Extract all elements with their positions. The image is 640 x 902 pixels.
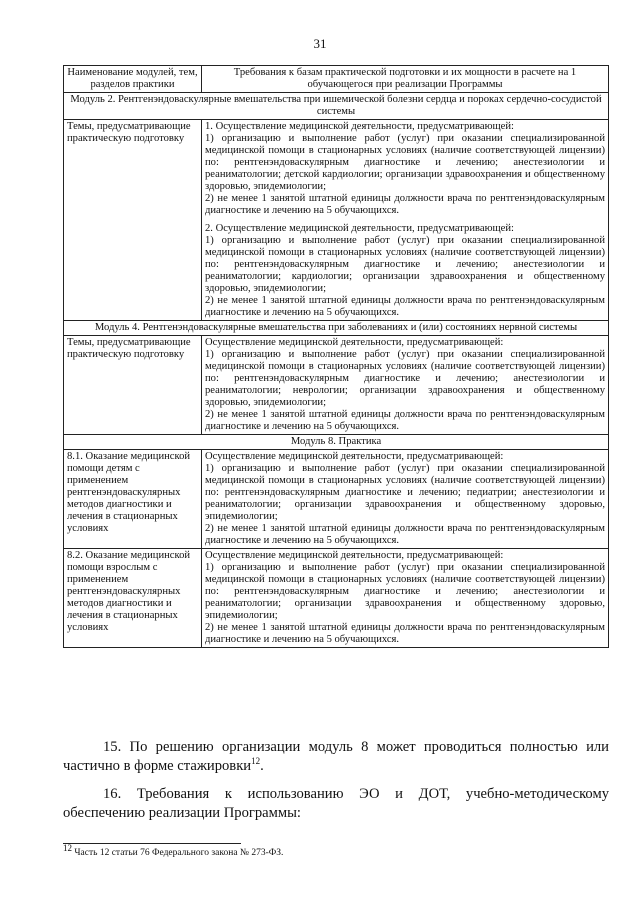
module-title-row <box>64 321 609 336</box>
table-row <box>64 120 609 321</box>
requirement-text: Осуществление медицинской деятельности, предусматривающей: <box>205 550 504 561</box>
requirement-text: 2. Осуществление медицинской деятельности, предусматривающей: <box>205 223 514 234</box>
footnote-divider <box>63 843 241 844</box>
requirement-text: 1) организацию и выполнение работ (услуг) при оказании специализированной медицинской помощи в стационарных условиях (наличие соответствующей лицензии) по: рентгенэндоваскулярным диагностике и лечению; анестезиологии и реаниматологии; кардиологии; организации здравоохранения и общественному здоровью, эпидемиологии; <box>205 235 605 294</box>
table-row <box>64 336 609 435</box>
header-col-modules: Наименование модулей, тем, разделов практики <box>64 66 202 93</box>
requirement-text: 2) не менее 1 занятой штатной единицы должности врача по рентгенэндоваскулярным диагностике и лечению на 5 обучающихся. <box>205 295 605 318</box>
requirements-cell <box>202 450 609 549</box>
module-title: Модуль 4. Рентгенэндоваскулярные вмешательства при заболеваниях и (или) состояниях нервной системы <box>64 321 609 336</box>
module-title-row <box>64 435 609 450</box>
requirement-text: 2) не менее 1 занятой штатной единицы должности врача по рентгенэндоваскулярным диагностике и лечению на 5 обучающихся. <box>205 622 605 645</box>
requirement-text: 1) организацию и выполнение работ (услуг) при оказании специализированной медицинской помощи в стационарных условиях (наличие соответствующей лицензии) по: рентгенэндоваскулярным диагностике и лечению; анестезиологии и реаниматологии; неврологии; организации здравоохранения и общественному здоровью, эпидемиологии; <box>205 349 605 408</box>
table-row <box>64 549 609 648</box>
module-title-row <box>64 93 609 120</box>
requirement-text: 2) не менее 1 занятой штатной единицы должности врача по рентгенэндоваскулярным диагностике и лечению на 5 обучающихся. <box>205 409 605 432</box>
requirement-text: Осуществление медицинской деятельности, предусматривающей: <box>205 451 504 462</box>
requirement-text: 2) не менее 1 занятой штатной единицы должности врача по рентгенэндоваскулярным диагностике и лечению на 5 обучающихся. <box>205 523 605 546</box>
paragraph-15-text: 15. По решению организации модуль 8 может проводиться полностью или частично в форме стажировки <box>63 739 609 774</box>
footnote-mark: 12 <box>63 843 72 853</box>
table-header-row <box>64 66 609 93</box>
paragraph-15-end: . <box>260 758 264 774</box>
requirement-text: 1) организацию и выполнение работ (услуг) при оказании специализированной медицинской помощи в стационарных условиях (наличие соответствующей лицензии) по: рентгенэндоваскулярным диагностике и лечению; педиатрии; анестезиологии и реаниматологии; организации здравоохранения и общественному здоровью, эпидемиологии; <box>205 463 605 522</box>
paragraph-16 <box>63 785 609 823</box>
module-title: Модуль 8. Практика <box>64 435 609 450</box>
page-number: 31 <box>313 36 327 51</box>
requirement-text: 1) организацию и выполнение работ (услуг) при оказании специализированной медицинской помощи в стационарных условиях (наличие соответствующей лицензии) по: рентгенэндоваскулярным диагностике и лечению; анестезиологии и реаниматологии; организации здравоохранения и общественному здоровью, эпидемиологии; <box>205 562 605 621</box>
paragraph-16-text: 16. Требования к использованию ЭО и ДОТ, учебно-методическому обеспечению реализации Программы: <box>63 786 609 821</box>
footnote-ref: 12 <box>251 756 261 767</box>
requirement-text: 2) не менее 1 занятой штатной единицы должности врача по рентгенэндоваскулярным диагностике и лечению на 5 обучающихся. <box>205 193 605 216</box>
topic-cell: 8.2. Оказание медицинской помощи взрослым с применением рентгенэндоваскулярных методов диагностики и лечения в стационарных условиях <box>64 549 202 648</box>
topic-cell: 8.1. Оказание медицинской помощи детям с применением рентгенэндоваскулярных методов диагностики и лечения в стационарных условиях <box>64 450 202 549</box>
module-title: Модуль 2. Рентгенэндоваскулярные вмешательства при ишемической болезни сердца и пороках сердечно-сосудистой системы <box>64 93 609 120</box>
table-row <box>64 450 609 549</box>
footnote <box>63 843 284 859</box>
topic-cell: Темы, предусматривающие практическую подготовку <box>64 336 202 435</box>
requirements-cell <box>202 549 609 648</box>
requirement-text: Осуществление медицинской деятельности, предусматривающей: <box>205 337 504 348</box>
paragraph-15 <box>63 738 609 776</box>
footnote-text: Часть 12 статьи 76 Федерального закона № 273-ФЗ. <box>74 848 284 859</box>
requirement-text: 1) организацию и выполнение работ (услуг) при оказании специализированной медицинской помощи в стационарных условиях (наличие соответствующей лицензии) по: рентгенэндоваскулярным диагностике и лечению; анестезиологии и реаниматологии; детской кардиологии; организации здравоохранения и общественному здоровью, эпидемиологии; <box>205 133 605 192</box>
requirements-cell <box>202 336 609 435</box>
requirements-table <box>63 65 609 648</box>
requirement-text: 1. Осуществление медицинской деятельности, предусматривающей: <box>205 121 514 132</box>
header-col-requirements: Требования к базам практической подготовки и их мощности в расчете на 1 обучающегося при реализации Программы <box>202 66 609 93</box>
topic-cell: Темы, предусматривающие практическую подготовку <box>64 120 202 321</box>
requirements-cell <box>202 120 609 321</box>
